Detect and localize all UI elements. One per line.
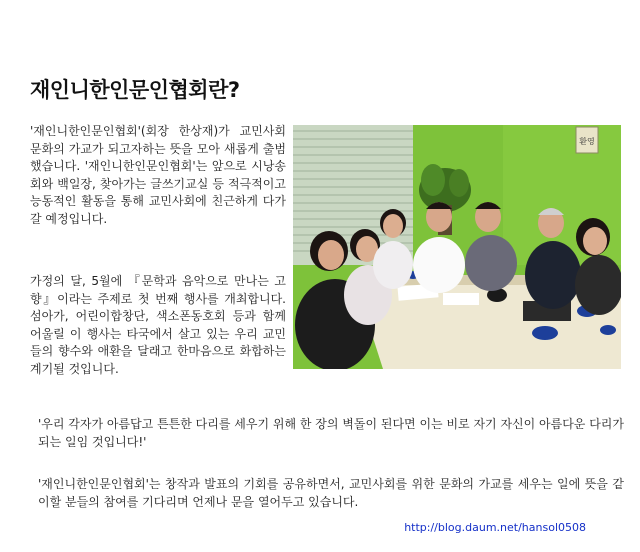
- paragraph-closing: '재인니한인문인협회'는 창작과 발표의 기회를 공유하면서, 교민사회를 위한 문화의 가교를 세우는 일에 뜻을 같이할 분들의 참여를 기다리며 언제나 문을 열어두고 있습니다.: [38, 477, 624, 509]
- blog-url[interactable]: http://blog.daum.net/hansol0508: [404, 521, 586, 534]
- paragraph-intro: '재인니한인문인협회'(회장 한상재)가 교민사회 문화의 가교가 되고자하는 뜻을 모아 새롭게 출범했습니다. '재인니한인문인협회'는 앞으로 시낭송회와 백일장, 찾아가는 글쓰기교실 등 적극적이고 능동적인 활동을 통해 교민사회에 친근하게 다가갈 예정입니다.: [30, 124, 286, 226]
- wall-sign-text: 환영: [579, 137, 595, 146]
- paragraph-quote: '우리 각자가 아름답고 튼튼한 다리를 세우기 위해 한 장의 벽돌이 된다면 이는 비로 자기 자신이 아름다운 다리가 되는 일임 것입니다!': [38, 417, 624, 449]
- paragraph-event: 가정의 달, 5월에 『문학과 음악으로 만나는 고향』이라는 주제로 첫 번째 행사를 개최합니다. 섬아가, 어린이합창단, 색소폰동호회 등과 함께 어울릴 이 행사는 타국에서 살고 있는 우리 교민들의 향수와 애환을 달래고 한마음으로 화합하는 계기될 것입니다.: [30, 274, 286, 376]
- meeting-photo: [293, 125, 621, 369]
- article-title: 재인니한인문인협회란?: [30, 78, 240, 102]
